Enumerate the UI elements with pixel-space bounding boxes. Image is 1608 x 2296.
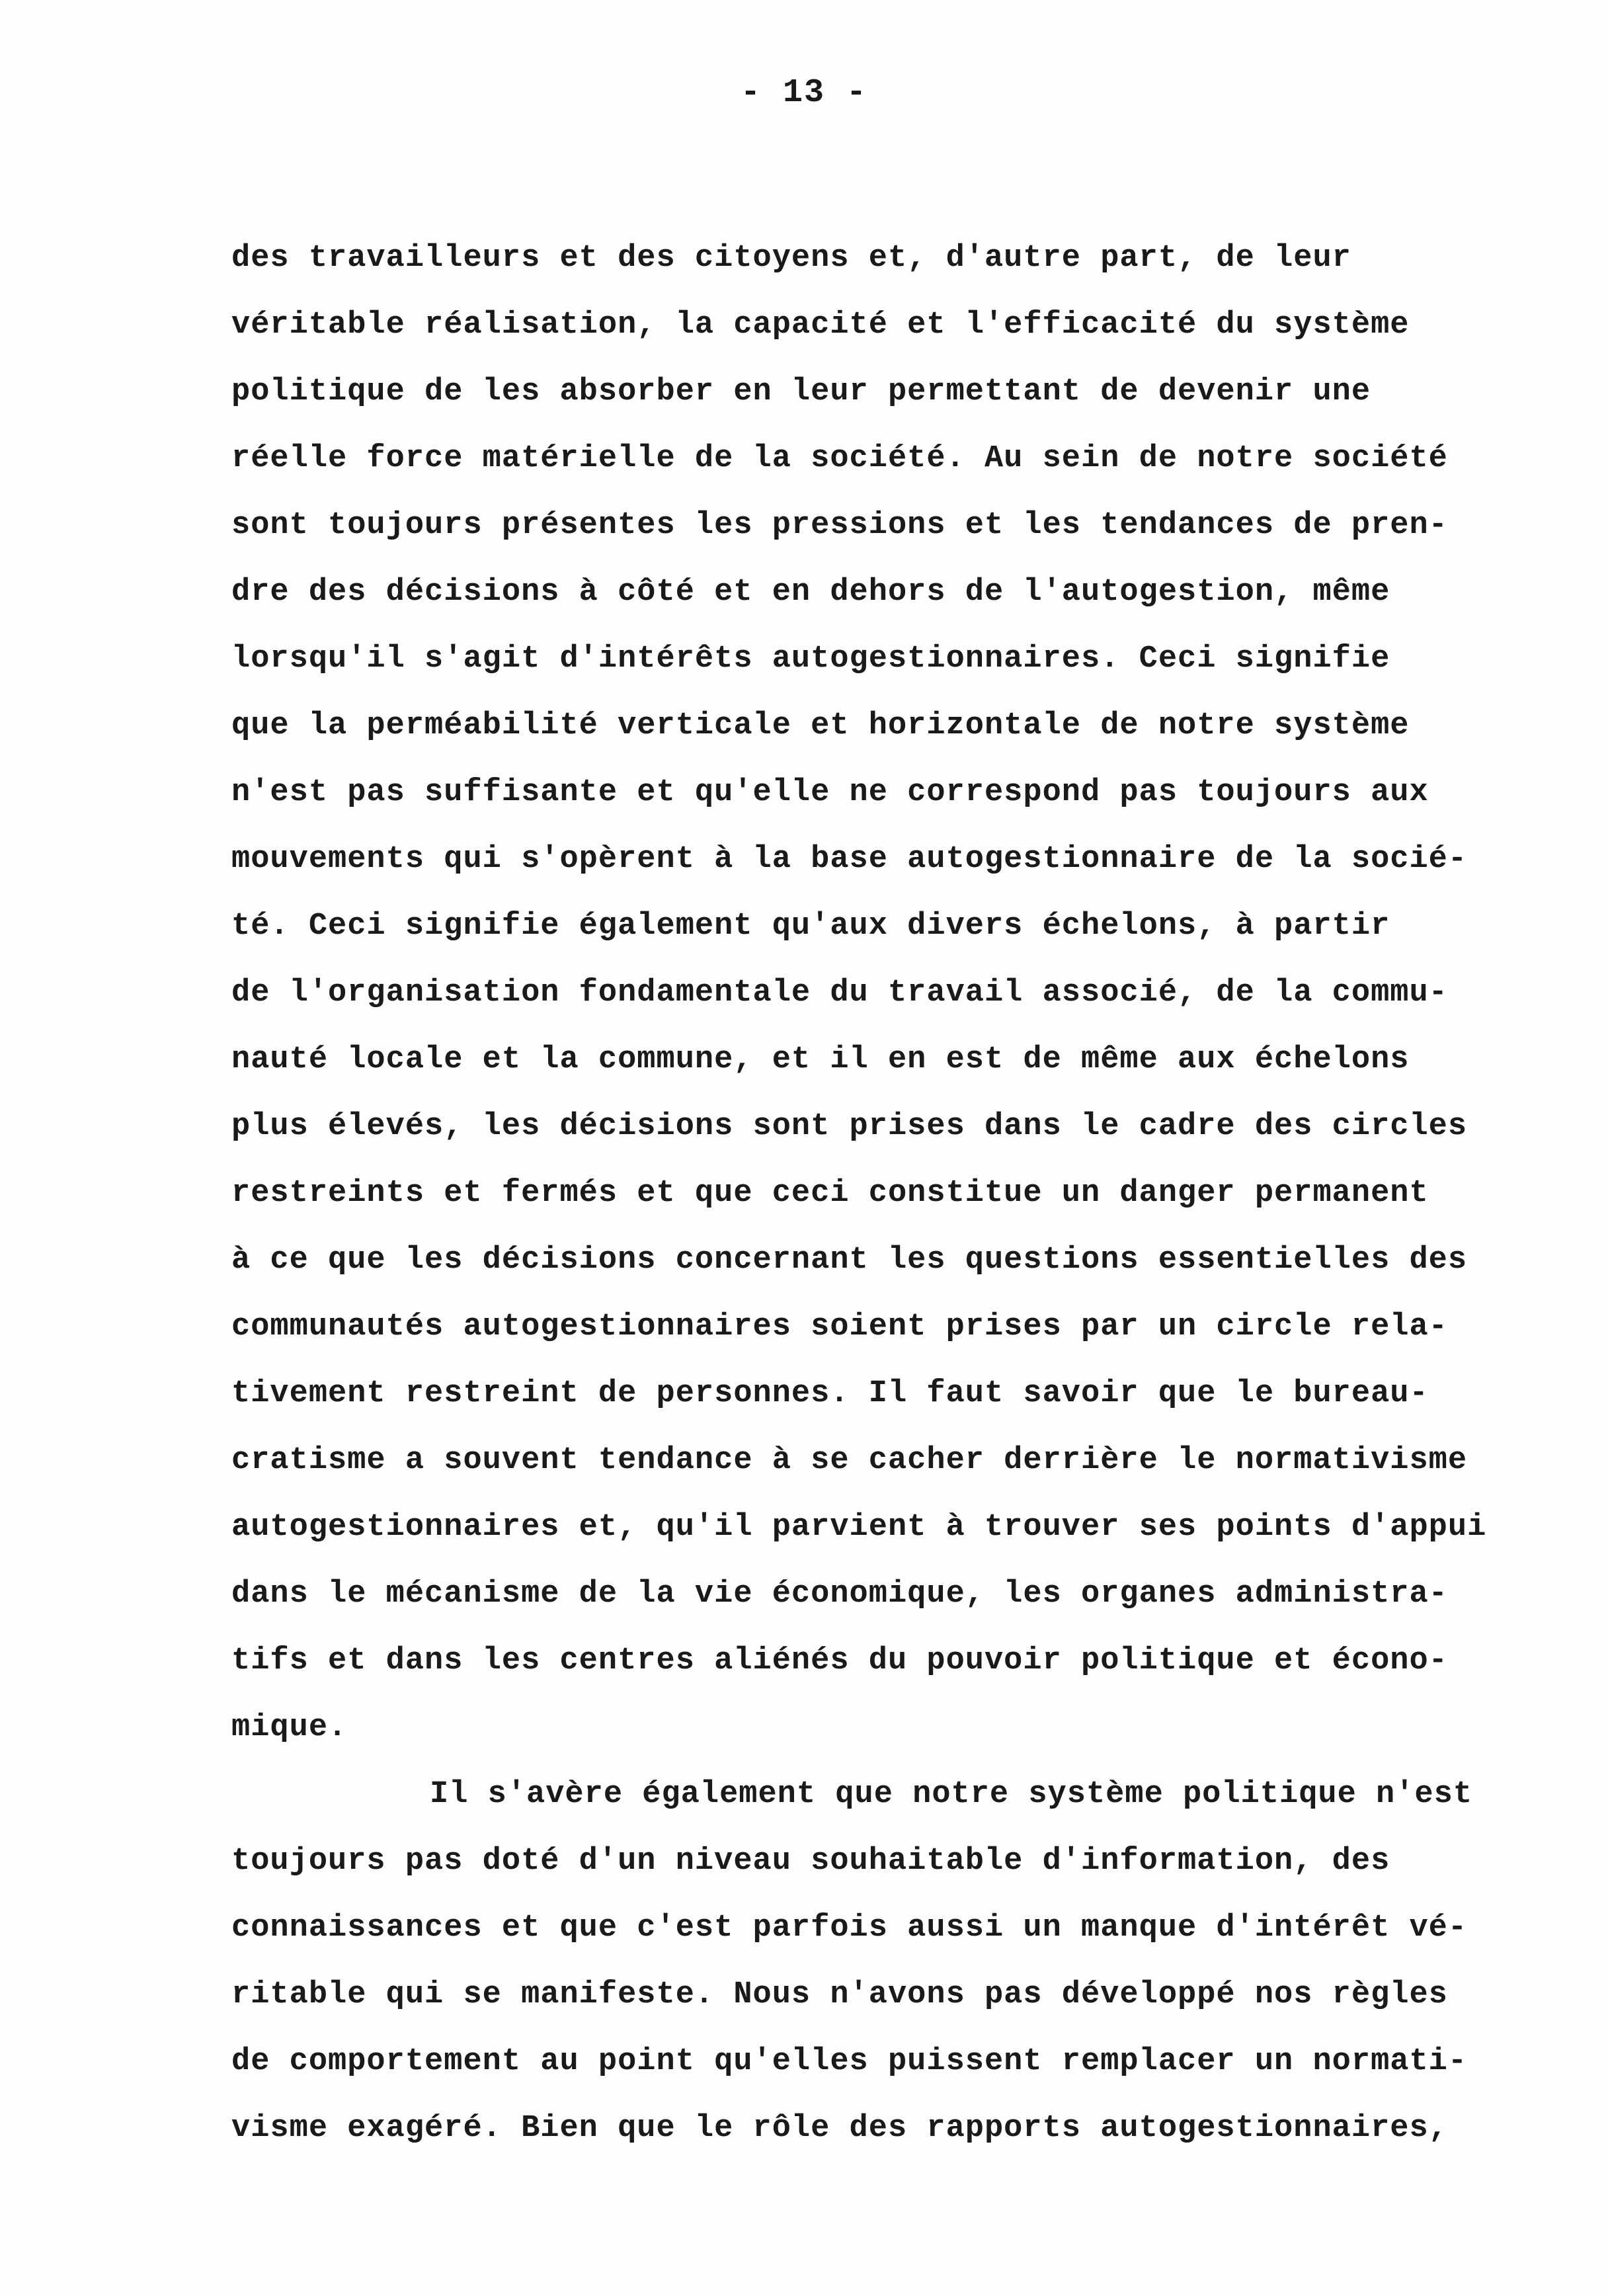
text-line: tivement restreint de personnes. Il faut savoir que le bureau- bbox=[231, 1376, 1429, 1411]
text-line: té. Ceci signifie également qu'aux divers échelons, à partir bbox=[231, 909, 1390, 944]
text-line: n'est pas suffisante et qu'elle ne correspond pas toujours aux bbox=[231, 775, 1429, 810]
text-line: à ce que les décisions concernant les questions essentielles des bbox=[231, 1243, 1468, 1278]
text-line: plus élevés, les décisions sont prises dans le cadre des circles bbox=[231, 1109, 1468, 1144]
paragraph-2 bbox=[231, 1761, 1554, 2162]
text-line: que la perméabilité verticale et horizontale de notre système bbox=[231, 708, 1410, 743]
text-line: autogestionnaires et, qu'il parvient à trouver ses points d'appui bbox=[231, 1510, 1487, 1545]
text-line: réelle force matérielle de la société. Au sein de notre société bbox=[231, 441, 1448, 476]
text-line: lorsqu'il s'agit d'intérêts autogestionnaires. Ceci signifie bbox=[231, 641, 1390, 676]
text-line: toujours pas doté d'un niveau souhaitable d'information, des bbox=[231, 1844, 1390, 1879]
text-line: de l'organisation fondamentale du travail associé, de la commu- bbox=[231, 975, 1448, 1010]
text-line: cratisme a souvent tendance à se cacher derrière le normativisme bbox=[231, 1443, 1468, 1478]
paragraph-1 bbox=[231, 225, 1554, 1761]
text-line: mique. bbox=[231, 1710, 348, 1745]
text-line: restreints et fermés et que ceci constitue un danger permanent bbox=[231, 1176, 1429, 1211]
text-line: véritable réalisation, la capacité et l'efficacité du système bbox=[231, 308, 1410, 343]
text-line: politique de les absorber en leur permettant de devenir une bbox=[231, 374, 1371, 409]
text-line: dans le mécanisme de la vie économique, les organes administra- bbox=[231, 1577, 1448, 1612]
text-line: ritable qui se manifeste. Nous n'avons pas développé nos règles bbox=[231, 1977, 1448, 2012]
text-line: dre des décisions à côté et en dehors de l'autogestion, même bbox=[231, 575, 1390, 610]
text-line: des travailleurs et des citoyens et, d'autre part, de leur bbox=[231, 241, 1351, 276]
text-line: sont toujours présentes les pressions et les tendances de pren- bbox=[231, 508, 1448, 543]
text-line: visme exagéré. Bien que le rôle des rapports autogestionnaires, bbox=[231, 2111, 1448, 2146]
text-line: connaissances et que c'est parfois aussi un manque d'intérêt vé- bbox=[231, 1910, 1468, 1946]
text-line: communautés autogestionnaires soient prises par un circle rela- bbox=[231, 1309, 1448, 1344]
text-line: Il s'avère également que notre système politique n'est bbox=[430, 1777, 1473, 1812]
text-line: nauté locale et la commune, et il en est de même aux échelons bbox=[231, 1042, 1410, 1077]
text-line: de comportement au point qu'elles puissent remplacer un normati- bbox=[231, 2044, 1468, 2079]
text-line: tifs et dans les centres aliénés du pouvoir politique et écono- bbox=[231, 1643, 1448, 1678]
body-text bbox=[231, 225, 1554, 2162]
text-line: mouvements qui s'opèrent à la base autogestionnaire de la socié- bbox=[231, 842, 1468, 877]
page-number: - 13 - bbox=[740, 74, 868, 112]
